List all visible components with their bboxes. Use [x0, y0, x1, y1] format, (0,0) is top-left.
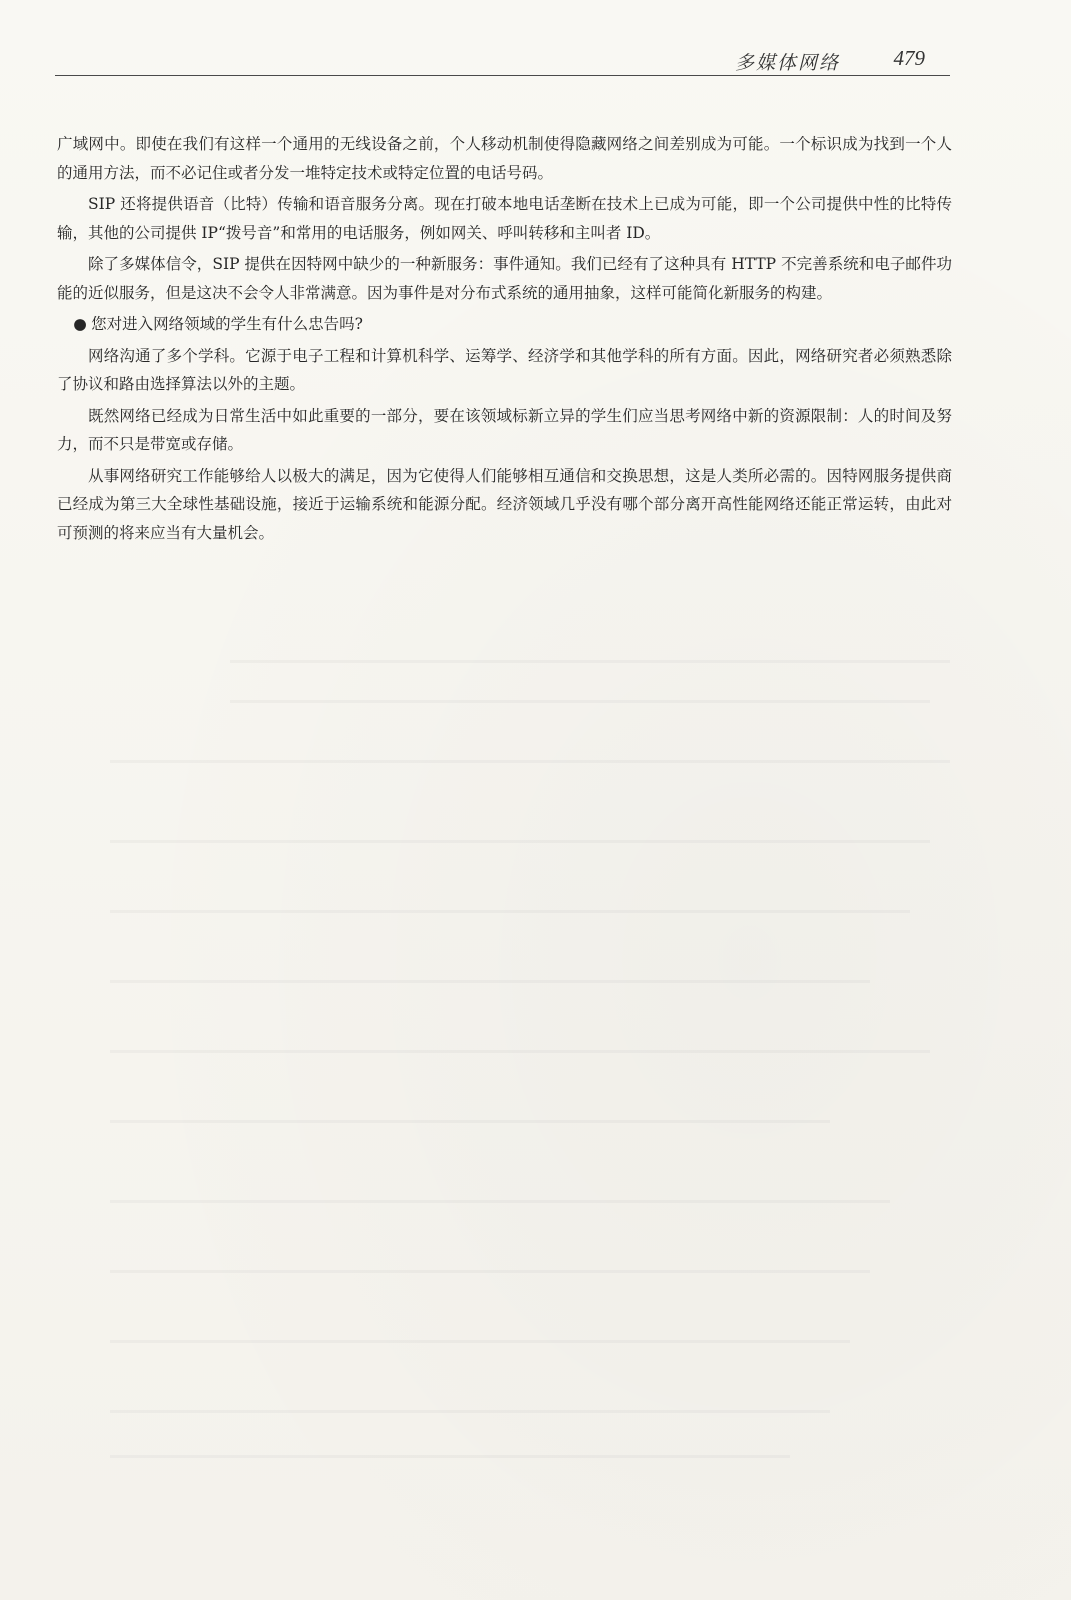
- paragraph-2: SIP 还将提供语音（比特）传输和语音服务分离。现在打破本地电话垄断在技术上已成为可能，即一个公司提供中性的比特传输，其他的公司提供 IP“拨号音”和常用的电话服务，例如网关、呼叫转移和主叫者 ID。: [57, 195, 952, 242]
- show-through-line: [110, 1270, 870, 1273]
- paragraph-6: 从事网络研究工作能够给人以极大的满足，因为它使得人们能够相互通信和交换思想，这是人类所必需的。因特网服务提供商已经成为第三大全球性基础设施，接近于运输系统和能源分配。经济领域几乎没有哪个部分离开高性能网络还能正常运转，由此对可预测的将来应当有大量机会。: [57, 466, 952, 542]
- show-through-line: [110, 840, 930, 843]
- question-text: 您对进入网络领域的学生有什么忠告吗?: [91, 315, 363, 333]
- paragraph-4: 网络沟通了多个学科。它源于电子工程和计算机科学、运筹学、经济学和其他学科的所有方面。因此，网络研究者必须熟悉除了协议和路由选择算法以外的主题。: [57, 346, 952, 393]
- body-text: [57, 130, 952, 550]
- show-through-line: [110, 1455, 790, 1458]
- running-title: 多媒体网络: [734, 52, 840, 74]
- header-rule: [55, 75, 950, 76]
- bullet-icon: ●: [73, 315, 87, 333]
- show-through-line: [110, 1050, 930, 1053]
- show-through-line: [110, 980, 870, 983]
- show-through-line: [110, 1410, 830, 1413]
- show-through-line: [230, 660, 950, 663]
- paragraph-5: 既然网络已经成为日常生活中如此重要的一部分，要在该领域标新立异的学生们应当思考网络中新的资源限制：人的时间及努力，而不只是带宽或存储。: [57, 406, 952, 453]
- paragraph-3: 除了多媒体信令，SIP 提供在因特网中缺少的一种新服务：事件通知。我们已经有了这种具有 HTTP 不完善系统和电子邮件功能的近似服务，但是这决不会令人非常满意。因为事件是对分布式系统的通用抽象，这样可能简化新服务的构建。: [57, 255, 952, 302]
- show-through-line: [110, 1120, 830, 1123]
- show-through-line: [110, 1340, 850, 1343]
- show-through-line: [230, 700, 930, 703]
- question-item: [57, 310, 952, 339]
- show-through-line: [110, 760, 950, 763]
- paragraph-1: 广域网中。即使在我们有这样一个通用的无线设备之前，个人移动机制使得隐藏网络之间差别成为可能。一个标识成为找到一个人的通用方法，而不必记住或者分发一堆特定技术或特定位置的电话号码。: [57, 135, 952, 182]
- page-number: 479: [893, 46, 925, 70]
- show-through-line: [110, 910, 910, 913]
- page-header: [55, 44, 950, 76]
- show-through-line: [110, 1200, 890, 1203]
